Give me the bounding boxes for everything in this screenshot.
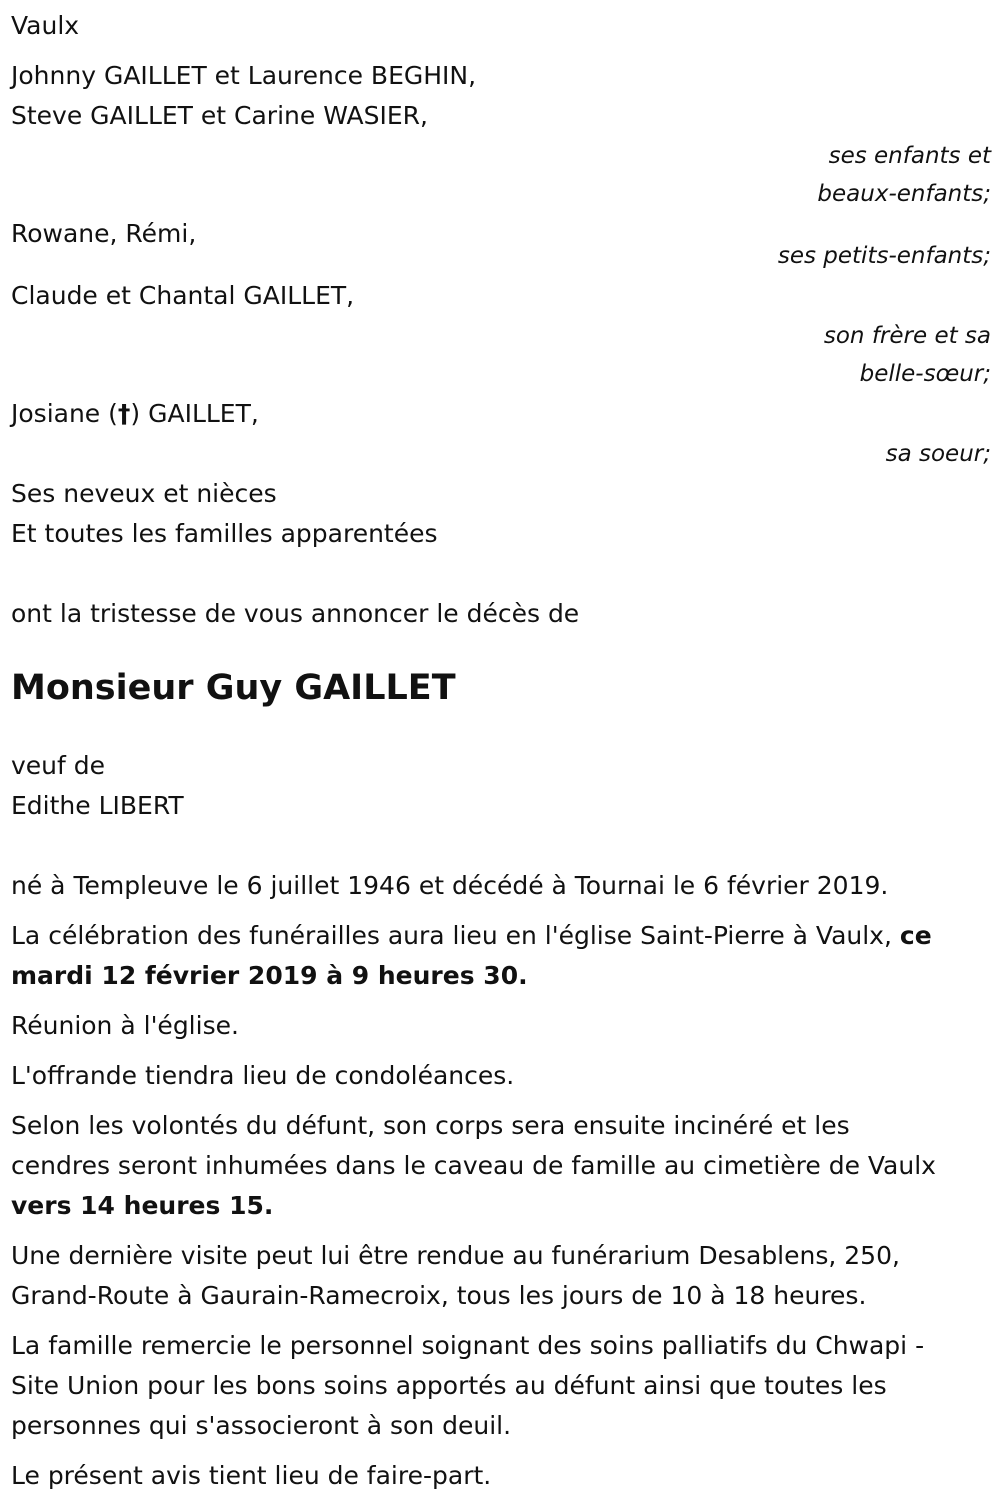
closing: Le présent avis tient lieu de faire-part.	[11, 1461, 492, 1490]
funeral-bold-1: ce	[899, 921, 932, 950]
brother-role-2: belle-sœur;	[859, 361, 991, 387]
offering: L'offrande tiendra lieu de condoléances.	[11, 1061, 515, 1090]
sister-block	[11, 394, 991, 474]
funeral-datetime: mardi 12 février 2019 à 9 heures 30.	[11, 961, 528, 990]
children-role-2: beaux-enfants;	[817, 181, 991, 207]
children-role-1: ses enfants et	[828, 143, 991, 169]
children-line-2: Steve GAILLET et Carine WASIER,	[11, 101, 429, 130]
visit-line-1: Une dernière visite peut lui être rendue au funérarium Desablens, 250,	[11, 1241, 900, 1270]
grandchildren-block	[11, 214, 991, 276]
other-relatives	[11, 474, 991, 554]
spouse-name: Edithe LIBERT	[11, 791, 184, 820]
families-line: Et toutes les familles apparentées	[11, 519, 438, 548]
funeral-info	[11, 916, 991, 996]
thanks-line-1: La famille remercie le personnel soignant des soins palliatifs du Chwapi -	[11, 1331, 925, 1360]
visit-line-2: Grand-Route à Gaurain-Ramecroix, tous les jours de 10 à 18 heures.	[11, 1281, 867, 1310]
funeral-text: La célébration des funérailles aura lieu en l'église Saint-Pierre à Vaulx,	[11, 921, 900, 950]
visit-info	[11, 1236, 991, 1316]
sister-prefix: Josiane (	[11, 399, 118, 428]
grandchildren-role: ses petits-enfants;	[777, 243, 991, 269]
place: Vaulx	[11, 11, 80, 40]
children-block	[11, 56, 991, 214]
deceased-name: Monsieur Guy GAILLET	[11, 668, 456, 708]
brother-names: Claude et Chantal GAILLET,	[11, 281, 355, 310]
widower-block	[11, 746, 991, 826]
thanks-line-2: Site Union pour les bons soins apportés au défunt ainsi que toutes les	[11, 1371, 887, 1400]
funeral-line-1	[11, 916, 991, 956]
cremation-line-1: Selon les volontés du défunt, son corps sera ensuite incinéré et les	[11, 1111, 850, 1140]
thanks-info	[11, 1326, 991, 1446]
grandchildren-names: Rowane, Rémi,	[11, 219, 197, 248]
brother-block	[11, 276, 991, 394]
cross-icon: †	[117, 399, 131, 428]
widower-label: veuf de	[11, 751, 106, 780]
sister-role: sa soeur;	[885, 441, 991, 467]
announcement: ont la tristesse de vous annoncer le décès de	[11, 599, 580, 628]
thanks-line-3: personnes qui s'associeront à son deuil.	[11, 1411, 512, 1440]
nephews-line: Ses neveux et nièces	[11, 479, 277, 508]
sister-suffix: ) GAILLET,	[130, 399, 259, 428]
birth-death: né à Templeuve le 6 juillet 1946 et décédé à Tournai le 6 février 2019.	[11, 871, 889, 900]
cremation-info	[11, 1106, 991, 1226]
sister-name	[11, 394, 991, 434]
funeral-line-2	[11, 956, 991, 996]
brother-role-1: son frère et sa	[823, 323, 991, 349]
cremation-line-3	[11, 1186, 991, 1226]
cremation-line-2: cendres seront inhumées dans le caveau de famille au cimetière de Vaulx	[11, 1151, 936, 1180]
children-line-1: Johnny GAILLET et Laurence BEGHIN,	[11, 61, 477, 90]
meeting: Réunion à l'église.	[11, 1011, 239, 1040]
obituary-notice	[11, 6, 991, 1496]
cremation-time: vers 14 heures 15.	[11, 1191, 274, 1220]
